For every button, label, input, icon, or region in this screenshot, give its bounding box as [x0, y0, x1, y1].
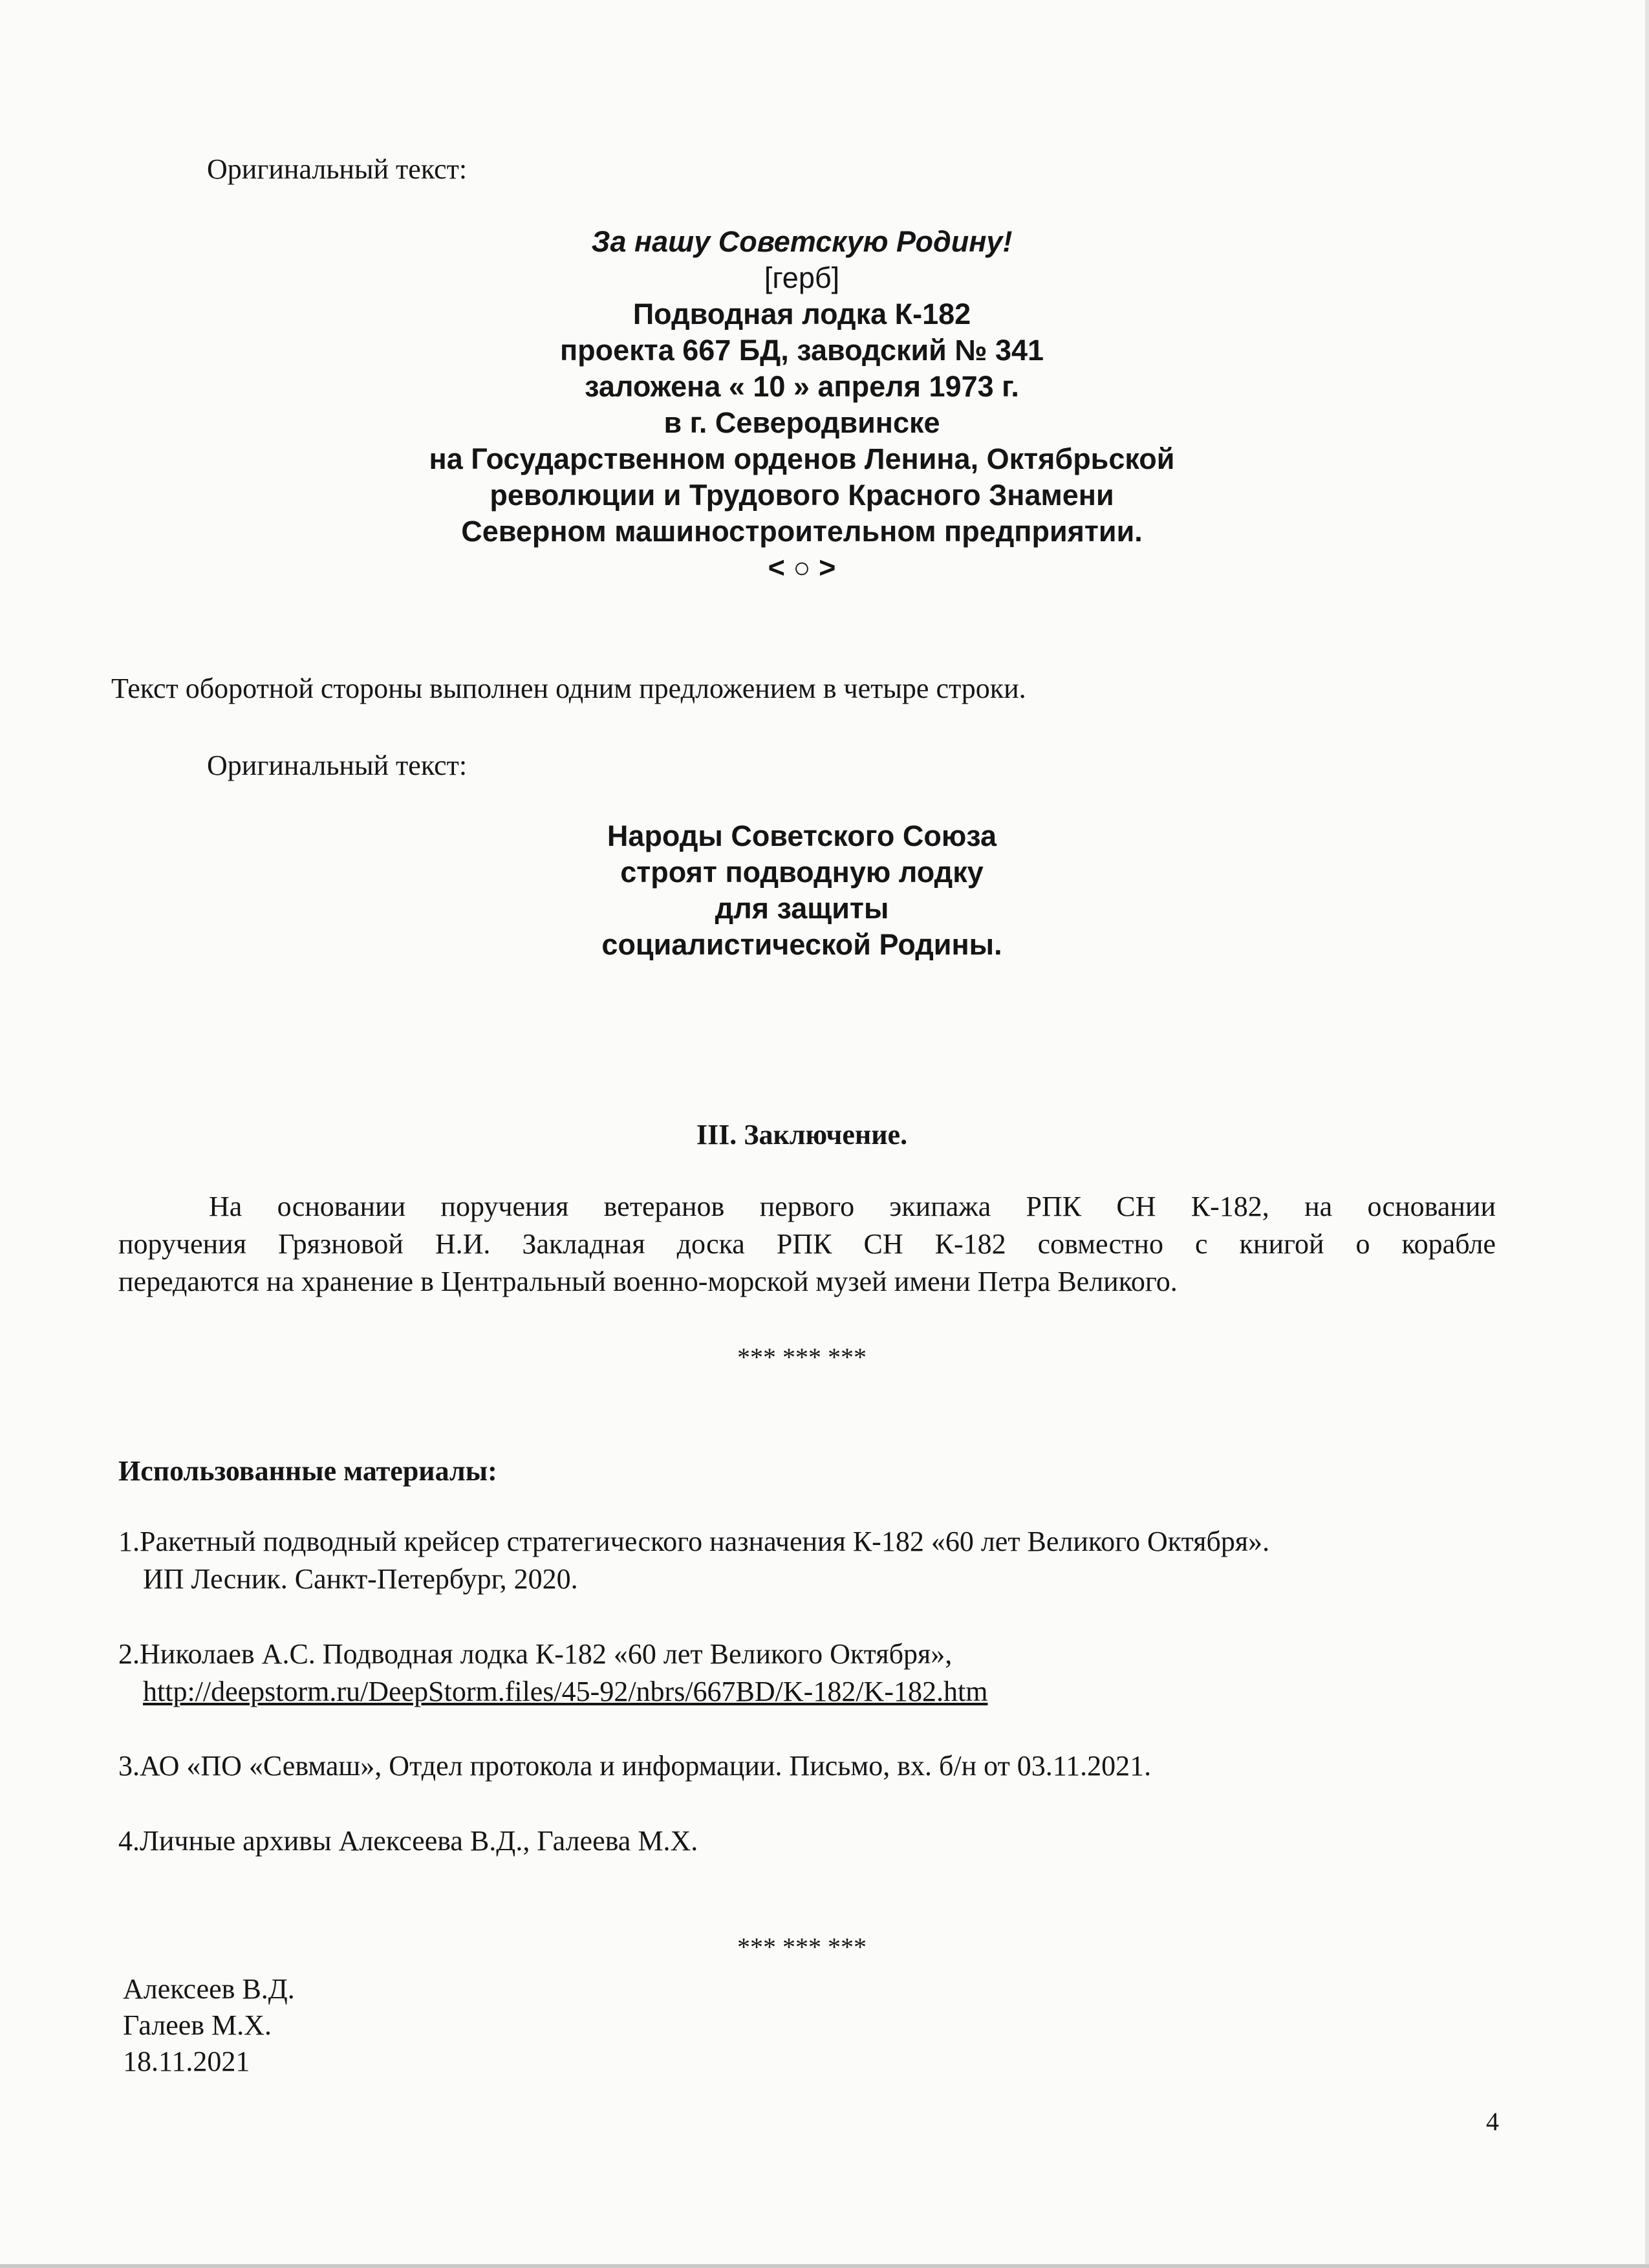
signature-date: 18.11.2021 [123, 2046, 250, 2077]
scan-edge-bottom [0, 2264, 1649, 2268]
inscription-back [0, 818, 1604, 963]
paragraph-line: передаются на хранение в Центральный военно-морской музей имени Петра Великого. [118, 1266, 1178, 1297]
inscription-line: Народы Советского Союза [607, 819, 997, 852]
inscription-line: социалистической Родины. [601, 928, 1002, 961]
conclusion-heading: III. Заключение. [696, 1119, 908, 1150]
inscription-line: революции и Трудового Красного Знамени [490, 479, 1114, 512]
page-number: 4 [1486, 2107, 1499, 2136]
paragraph-line: На основании поручения ветеранов первого экипажа РПК СН К-182, на основании [209, 1191, 1496, 1222]
original-text-label-1: Оригинальный текст: [207, 153, 468, 185]
materials-item-3: 3.АО «ПО «Севмаш», Отдел протокола и информации. Письмо, вх. б/н от 03.11.2021. [118, 1750, 1152, 1782]
inscription-line: За нашу Советскую Родину! [591, 225, 1013, 258]
conclusion-paragraph [118, 1188, 1496, 1301]
materials-heading: Использованные материалы: [118, 1455, 497, 1487]
inscription-line: на Государственном орденов Ленина, Октябрьской [429, 442, 1175, 475]
inscription-front [0, 224, 1604, 586]
signature-name: Галеев М.Х. [123, 2009, 272, 2041]
inscription-line: проекта 667 БД, заводский № 341 [559, 334, 1044, 367]
inscription-line: [герб] [764, 261, 840, 294]
materials-item-2 [118, 1636, 987, 1711]
reverse-side-note: Текст оборотной стороны выполнен одним предложением в четыре строки. [111, 673, 1026, 704]
inscription-line: для защиты [715, 892, 889, 925]
inscription-line: заложена « 10 » апреля 1973 г. [585, 370, 1019, 403]
scan-edge-right [1645, 0, 1649, 2268]
materials-item-line: 2.Николаев А.С. Подводная лодка К-182 «60 лет Великого Октября», [118, 1638, 953, 1670]
inscription-line: < ○ > [768, 551, 836, 584]
inscription-line: в г. Северодвинске [663, 406, 940, 439]
signature-name: Алексеев В.Д. [123, 1973, 295, 2005]
source-link[interactable]: http://deepstorm.ru/DeepStorm.files/45-92/nbrs/667BD/K-182/K-182.htm [143, 1676, 988, 1707]
materials-item-line: ИП Лесник. Санкт-Петербург, 2020. [143, 1563, 578, 1595]
materials-item-line: 1.Ракетный подводный крейсер стратегического назначения К-182 «60 лет Великого Октября». [118, 1526, 1270, 1557]
signature-block [123, 1971, 295, 2080]
materials-item-4: 4.Личные архивы Алексеева В.Д., Галеева М.Х. [118, 1825, 698, 1857]
inscription-line: Северном машиностроительном предприятии. [461, 515, 1143, 548]
separator-2: *** *** *** [737, 1932, 867, 1961]
inscription-line: Подводная лодка К-182 [632, 297, 971, 330]
materials-item-1 [118, 1523, 1269, 1598]
inscription-line: строят подводную лодку [620, 856, 984, 889]
original-text-label-2: Оригинальный текст: [207, 750, 468, 781]
paragraph-line: поручения Грязновой Н.И. Закладная доска РПК СН К-182 совместно с книгой о корабле [118, 1228, 1496, 1260]
separator-1: *** *** *** [737, 1343, 867, 1372]
